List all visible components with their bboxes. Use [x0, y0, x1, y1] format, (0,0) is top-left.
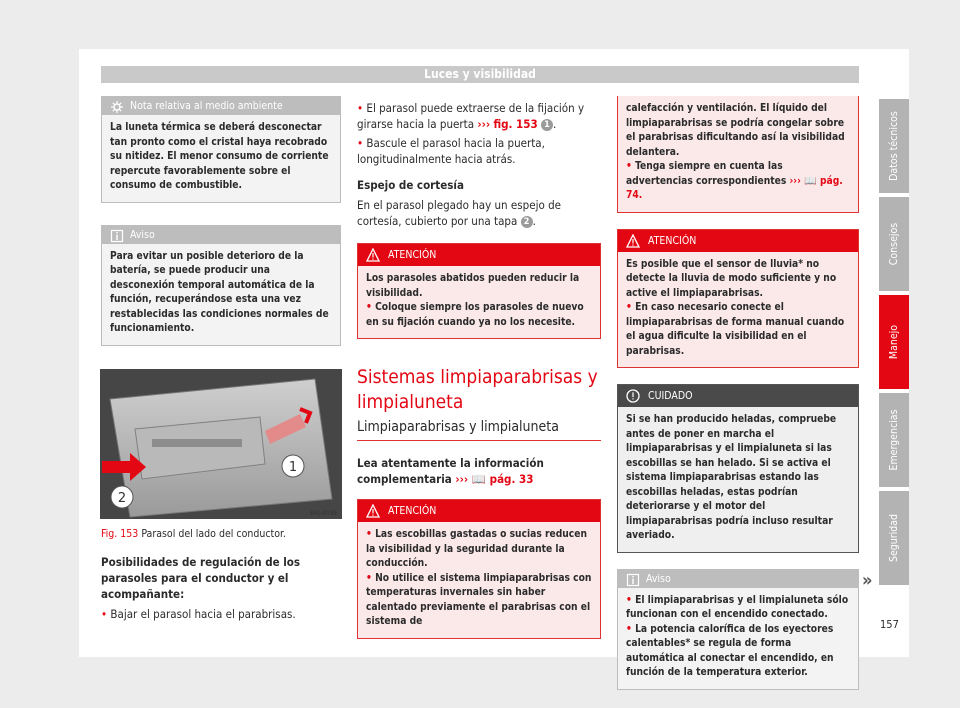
- tab-label: Datos técnicos: [888, 111, 900, 181]
- figure-caption-text: Parasol del lado del conductor.: [141, 528, 286, 540]
- figure-ref-link[interactable]: fig. 153: [493, 117, 538, 131]
- info-icon: [110, 229, 124, 243]
- environment-note-title: Nota relativa al medio ambiente: [130, 100, 283, 112]
- sun-visor-figure: [100, 369, 342, 519]
- bullet-text: En caso necesario conecte el limpiaparabrisas de forma manual cuando el agua dificulte la visibilidad en el parabrisas.: [626, 302, 845, 357]
- atencion-body: [358, 266, 600, 338]
- bullet-text: Bascule el parasol hacia la puerta, longitudinalmente hacia atrás.: [357, 136, 545, 166]
- bullet-item: • Tenga siempre en cuenta las advertencias correspondientes ››› 📖 pág. 74.: [626, 161, 843, 201]
- column-3: [617, 96, 859, 690]
- aviso-box-2: [617, 569, 859, 690]
- atencion-text: Los parasoles abatidos pueden reducir la visibilidad.: [366, 273, 580, 299]
- cuidado-body: Si se han producido heladas, compruebe antes de poner en marcha el limpiaparabrisas y el limpialuneta si las escobillas se han helado. Si se activa el sistema limpiaparabrisas estando las escobillas heladas, estas podrían deteriorarse y el motor del limpiaparabrisas podría incluso resultar averiado.: [626, 414, 837, 541]
- mirror-heading: Espejo de cortesía: [357, 178, 464, 192]
- atencion-header: [618, 230, 858, 252]
- bullet-text: Tenga siempre en cuenta las advertencias correspondientes: [626, 161, 787, 187]
- tab-label: Manejo: [888, 324, 900, 360]
- warning-icon: [366, 504, 380, 518]
- atencion-title: ATENCIÓN: [388, 249, 437, 261]
- bullet-item: • El limpiaparabrisas y el limpialuneta sólo funcionan con el encendido conectado.: [626, 594, 849, 620]
- bullet-item: • La potencia calorífica de los eyectores calentables* se regula de forma automática al conectar el encendido, en función de la temperatura exterior.: [626, 623, 834, 678]
- section-title: Sistemas limpiaparabrisas y limpialuneta: [357, 366, 598, 413]
- bullet-item: • Las escobillas gastadas o sucias reducen la visibilidad y la seguridad durante la conducción.: [366, 529, 587, 569]
- atencion-body: [358, 522, 600, 638]
- atencion-box-3: [617, 229, 859, 369]
- possibilities-heading: Posibilidades de regulación de los parasoles para el conductor y el acompañante:: [101, 555, 301, 601]
- mirror-text: En el parasol plegado hay un espejo de cortesía, cubierto por una tapa 2 .: [357, 198, 562, 228]
- figure-code: B4J-0039: [310, 510, 337, 517]
- book-icon: 📖: [804, 175, 817, 187]
- mirror-text-body: En el parasol plegado hay un espejo de cortesía, cubierto por una tapa: [357, 198, 562, 228]
- environment-note-body: La luneta térmica se deberá desconectar tan pronto como el cristal haya recobrado su nitidez. El menor consumo de corriente repercute favorablemente sobre el consumo de combustible.: [110, 122, 329, 191]
- aviso-header: [102, 226, 340, 244]
- tab-label: Seguridad: [888, 513, 900, 563]
- bullet-item: • Coloque siempre los parasoles de nuevo en su fijación cuando ya no los necesite.: [366, 302, 584, 328]
- figure-caption: [101, 528, 343, 540]
- atencion-box-1: [357, 243, 601, 339]
- cuidado-box: [617, 384, 859, 553]
- bullet-text: El limpiaparabrisas y el limpialuneta sólo funcionan con el encendido conectado.: [626, 594, 849, 620]
- continue-marker: »: [862, 570, 873, 591]
- atencion-continued: [617, 96, 859, 213]
- sun-visor-illustration: [100, 369, 342, 519]
- bullet-item: • Bajar el parasol hacia el parabrisas.: [101, 607, 296, 621]
- atencion-body: [618, 252, 858, 368]
- bullet-text: El parasol puede extraerse de la fijación y girarse hacia la puerta: [357, 101, 585, 131]
- atencion-header: [358, 500, 600, 522]
- warning-icon: [626, 234, 640, 248]
- aviso-box: [101, 225, 341, 346]
- aviso-title: Aviso: [646, 572, 671, 585]
- atencion-text: Es posible que el sensor de lluvia* no detecte la lluvia de modo suficiente y no active el limpiaparabrisas.: [626, 258, 837, 299]
- column-2: [357, 100, 601, 639]
- bullet-item: • No utilice el sistema limpiaparabrisas con temperaturas invernales sin haber calentado previamente el parabrisas con el sistema de: [366, 572, 592, 627]
- callout-number: 1: [541, 119, 553, 131]
- bullet-text: Las escobillas gastadas o sucias reducen la visibilidad y la seguridad durante la conducción.: [366, 529, 587, 569]
- figure-label-2: 2: [117, 491, 127, 506]
- atencion-title: ATENCIÓN: [648, 234, 697, 247]
- bullet-text: La potencia calorífica de los eyectores calentables* se regula de forma automática al conectar el encendido, en función de la temperatura exterior.: [626, 623, 834, 678]
- read-info-text: Lea atentamente la información complementaria ››› 📖 pág. 33: [357, 456, 544, 486]
- aviso-title: Aviso: [130, 228, 155, 241]
- bullet-text: Coloque siempre los parasoles de nuevo en su fijación cuando ya no los necesite.: [366, 302, 584, 328]
- column-1: [101, 96, 341, 399]
- figure-label-1: 1: [288, 460, 298, 475]
- callout-number: 2: [521, 216, 533, 228]
- cuidado-header: [618, 385, 858, 407]
- tab-label: Emergencias: [888, 409, 900, 471]
- aviso-body: Para evitar un posible deterioro de la batería, se puede producir una desconexión temporal automática de la función, recuperándose esta una vez restablecidas las condiciones normales de funcionamiento.: [110, 250, 329, 334]
- aviso-body: [618, 588, 858, 689]
- read-info-body: Lea atentamente la información complementaria: [357, 456, 544, 486]
- atencion-body: [618, 96, 858, 212]
- tab-consejos[interactable]: [879, 197, 909, 291]
- bullet-text: No utilice el sistema limpiaparabrisas con temperaturas invernales sin haber calentado previamente el parabrisas con el sistema de: [366, 572, 592, 627]
- tab-emergencias[interactable]: [879, 393, 909, 487]
- tab-label: Consejos: [888, 222, 900, 266]
- bullet-item: • El parasol puede extraerse de la fijación y girarse hacia la puerta ››› fig. 153 1 .: [357, 101, 585, 131]
- atencion-title: ATENCIÓN: [388, 505, 437, 517]
- tab-datos-tecnicos[interactable]: [879, 99, 909, 193]
- bullet-item: • En caso necesario conecte el limpiaparabrisas de forma manual cuando el agua dificulte la visibilidad en el parabrisas.: [626, 302, 845, 357]
- environment-note-header: [102, 97, 340, 115]
- warning-icon: [366, 248, 380, 262]
- aviso-header: [618, 570, 858, 588]
- tab-manejo[interactable]: [879, 295, 909, 389]
- environment-note: [101, 96, 341, 203]
- book-icon: 📖: [471, 472, 487, 486]
- cuidado-title: CUIDADO: [648, 390, 693, 402]
- bullet-text: Bajar el parasol hacia el parabrisas.: [110, 607, 296, 621]
- page-ref-link[interactable]: pág. 33: [489, 472, 534, 486]
- info-icon: [626, 573, 640, 587]
- atencion-text: calefacción y ventilación. El líquido del limpiaparabrisas se podría congelar sobre el parabrisas dificultando así la visibilidad delantera.: [626, 103, 845, 158]
- page-ref-link[interactable]: pág. 74.: [626, 175, 843, 201]
- page-number: 157: [880, 618, 899, 631]
- alert-circle-icon: [626, 389, 640, 403]
- subsection-title: Limpiaparabrisas y limpialuneta: [357, 419, 601, 441]
- figure-number: Fig. 153: [101, 528, 139, 540]
- tab-seguridad[interactable]: [879, 491, 909, 585]
- column-1-lower: [101, 528, 343, 622]
- atencion-box-2: [357, 499, 601, 639]
- chapter-header: Luces y visibilidad: [101, 66, 859, 83]
- atencion-header: [358, 244, 600, 266]
- leaf-icon: [110, 100, 124, 114]
- bullet-item: • Bascule el parasol hacia la puerta, longitudinalmente hacia atrás.: [357, 136, 545, 166]
